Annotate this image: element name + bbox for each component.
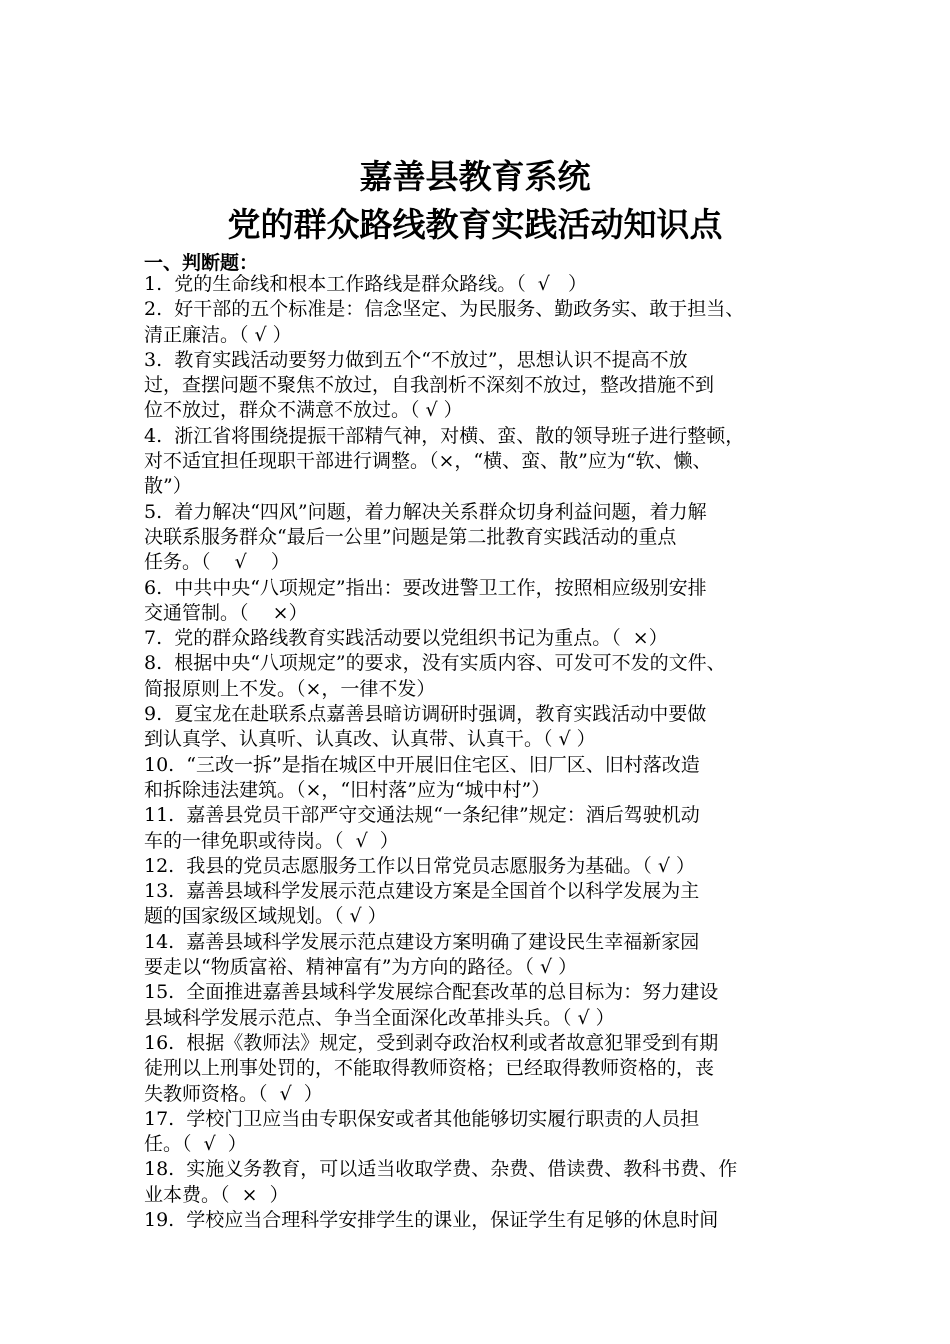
text-line: 1. 党的生命线和根本工作路线是群众路线。（ √ ） <box>144 273 588 295</box>
text-line: 18. 实施义务教育，可以适当收取学费、杂费、借读费、教科书费、作 <box>144 1158 738 1181</box>
text-line: 决联系服务群众“最后一公里”问题是第二批教育实践活动的重点 <box>144 525 677 548</box>
text-line: 位不放过，群众不满意不放过。（ √ ） <box>144 399 463 422</box>
text-line: 16. 根据《教师法》规定，受到剥夺政治权利或者故意犯罪受到有期 <box>144 1031 719 1054</box>
text-line: 简报原则上不发。（×，一律不发） <box>144 677 436 700</box>
text-line: 要走以“物质富裕、精神富有”为方向的路径。（ √ ） <box>144 956 578 979</box>
text-line: 题的国家级区域规划。（ √ ） <box>144 905 387 928</box>
text-line: 2. 好干部的五个标准是：信念坚定、为民服务、勤政务实、敢于担当、 <box>144 298 745 321</box>
text-line: 13. 嘉善县域科学发展示范点建设方案是全国首个以科学发展为主 <box>144 880 700 903</box>
document-title-line1: 嘉善县教育系统 <box>359 157 591 196</box>
text-line: 9. 夏宝龙在赴联系点嘉善县暗访调研时强调，教育实践活动中要做 <box>144 703 707 726</box>
text-line: 任务。（ √ ） <box>144 551 290 574</box>
text-line: 14. 嘉善县域科学发展示范点建设方案明确了建设民生幸福新家园 <box>144 930 700 953</box>
text-line: 车的一律免职或待岗。（ √ ） <box>144 829 399 852</box>
text-line: 19. 学校应当合理科学安排学生的课业，保证学生有足够的休息时间 <box>144 1208 719 1231</box>
text-line: 8. 根据中央“八项规定”的要求，没有实质内容、可发可不发的文件、 <box>144 652 726 675</box>
text-line: 徒刑以上刑事处罚的，不能取得教师资格；已经取得教师资格的，丧 <box>144 1057 715 1080</box>
text-line: 4. 浙江省将围绕提振干部精气神，对横、蛮、散的领导班子进行整顿， <box>144 424 745 447</box>
question-list <box>144 272 824 1233</box>
document-title-line2: 党的群众路线教育实践活动知识点 <box>227 205 723 244</box>
text-line: 散”） <box>144 475 192 498</box>
text-line: 3. 教育实践活动要努力做到五个“不放过”，思想认识不提高不放 <box>144 348 688 371</box>
text-line: 业本费。（ × ） <box>144 1183 289 1206</box>
text-line: 7. 党的群众路线教育实践活动要以党组织书记为重点。（ ×） <box>144 627 668 650</box>
text-line: 11. 嘉善县党员干部严守交通法规“一条纪律”规定：酒后驾驶机动 <box>144 804 700 827</box>
text-line: 任。（ √ ） <box>144 1133 247 1156</box>
text-line: 6. 中共中央“八项规定”指出：要改进警卫工作，按照相应级别安排 <box>144 576 707 599</box>
text-line: 10. “三改一拆”是指在城区中开展旧住宅区、旧厂区、旧村落改造 <box>144 753 700 776</box>
text-line: 12. 我县的党员志愿服务工作以日常党员志愿服务为基础。（ √ ） <box>144 854 695 877</box>
text-line: 失教师资格。（ √ ） <box>144 1082 323 1105</box>
text-line: 15. 全面推进嘉善县域科学发展综合配套改革的总目标为：努力建设 <box>144 981 719 1004</box>
text-line: 和拆除违法建筑。（×，“旧村落”应为“城中村”） <box>144 778 551 801</box>
text-line: 对不适宜担任现职干部进行调整。（×，“横、蛮、散”应为“软、懒、 <box>144 450 712 473</box>
section-heading: 一、判断题： <box>144 252 259 274</box>
text-line: 县域科学发展示范点、争当全面深化改革排头兵。（ √ ） <box>144 1006 615 1029</box>
text-line: 到认真学、认真听、认真改、认真带、认真干。（ √ ） <box>144 728 596 751</box>
text-line: 清正廉洁。（ √ ） <box>144 323 292 346</box>
text-line: 5. 着力解决“四风”问题，着力解决关系群众切身利益问题，着力解 <box>144 500 707 523</box>
text-line: 交通管制。（ ×） <box>144 601 308 624</box>
text-line: 17. 学校门卫应当由专职保安或者其他能够切实履行职责的人员担 <box>144 1107 700 1130</box>
text-line: 过，查摆问题不聚焦不放过，自我剖析不深刻不放过，整改措施不到 <box>144 374 715 397</box>
